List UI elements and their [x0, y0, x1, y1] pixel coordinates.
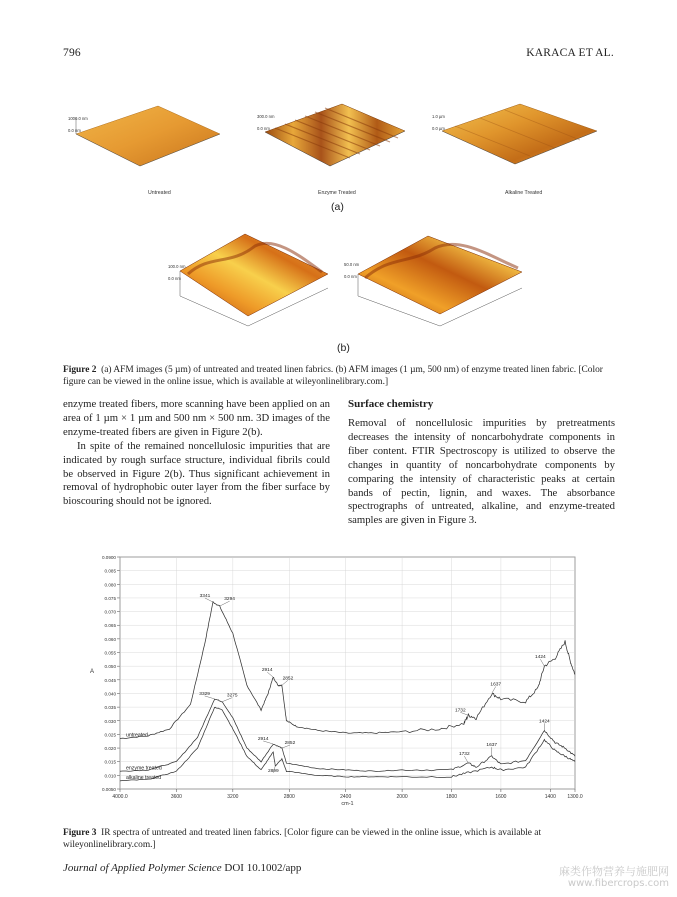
y-tick-label: 0.040	[104, 691, 116, 697]
figure-2-caption-text: (a) AFM images (5 µm) of untreated and treated linen fabrics. (b) AFM images (1 µm, 500 nm) of enzyme treated linen fabric. [Color figure can be viewed in the online issue, which is available at wileyonlinelibrary.com.]	[63, 365, 603, 388]
z-label-top: 100.0 nm	[168, 264, 186, 269]
peak-annotation: 1732	[454, 708, 466, 714]
figure-3-caption	[63, 827, 615, 851]
x-tick-label: 3200	[227, 794, 239, 800]
z-label-mid: 0.0 µm	[432, 126, 445, 131]
afm-images	[60, 96, 616, 364]
y-axis-label: A	[89, 669, 95, 675]
peak-annotation: 1424	[535, 655, 546, 661]
peak-annotation: 3275	[226, 693, 238, 699]
y-tick-label: 0.080	[104, 582, 116, 588]
figure-3-chart	[80, 553, 583, 818]
y-tick-label: 0.050	[104, 664, 116, 670]
watermark-line-1: 麻类作物营养与施肥网	[559, 865, 669, 878]
x-tick-label: 2800	[283, 794, 295, 800]
x-tick-label: 2400	[340, 794, 352, 800]
peak-annotation: 1732	[458, 752, 470, 758]
y-tick-label: 0.055	[104, 650, 116, 656]
x-axis-label: cm-1	[341, 801, 354, 807]
y-tick-label: 0.0050	[101, 787, 116, 792]
x-tick-label: 1300.0	[567, 794, 583, 800]
afm-alkaline-treated	[432, 104, 597, 196]
plot-frame	[120, 557, 575, 789]
peak-annotation: 1637	[490, 682, 502, 688]
figure-3-label: Figure 3	[63, 828, 97, 838]
figure-2	[60, 96, 616, 364]
y-tick-label: 0.030	[104, 718, 116, 724]
peak-annotation: 3294	[224, 597, 235, 603]
x-tick-label: 3600	[170, 794, 182, 800]
left-column	[63, 398, 330, 509]
running-title: KARACA ET AL.	[526, 47, 614, 59]
ir-spectrum-chart	[80, 553, 583, 818]
peak-annotation: 1637	[486, 743, 498, 749]
paragraph: In spite of the remained noncellulosic impurities that are indicated by rough surface structure, individual fibrils could be observed in Figure 2(b). Thus significant achievement in removal of hydrophobic outer layer from the fiber surface by bioscouring should not be ignored.	[63, 439, 330, 508]
peak-annotation: 2899	[267, 768, 279, 774]
peak-annotation: 2914	[257, 736, 269, 742]
figure-2-caption	[63, 364, 615, 388]
afm-caption: Enzyme Treated	[318, 190, 356, 196]
section-title: Surface chemistry	[348, 398, 434, 410]
z-label-mid: 0.0 nm	[257, 126, 270, 131]
series-line-untreated	[120, 602, 575, 739]
journal-name: Journal of Applied Polymer Science	[63, 862, 222, 874]
z-label-mid: 0.0 nm	[68, 128, 81, 133]
series-label: enzyme treated	[126, 765, 162, 772]
z-label-top: 1000.0 nm	[68, 116, 88, 121]
panel-a-label: (a)	[331, 201, 344, 213]
footer	[63, 862, 301, 874]
y-tick-label: 0.085	[104, 568, 116, 574]
peak-annotation: 1424	[539, 719, 550, 725]
afm-enzyme-1um	[168, 234, 328, 326]
figure-2-label: Figure 2	[63, 365, 97, 375]
afm-caption: Untreated	[148, 190, 171, 196]
z-label-mid: 0.0 nm	[344, 274, 357, 279]
page-number: 796	[63, 47, 81, 59]
peak-annotation: 2914	[261, 668, 273, 674]
watermark	[559, 866, 669, 890]
afm-untreated	[68, 106, 220, 196]
series-label: alkaline treated	[126, 774, 162, 781]
x-tick-label: 1800	[445, 794, 458, 800]
afm-caption: Alkaline Treated	[505, 190, 543, 196]
watermark-line-2: www.fibercrops.com	[567, 878, 669, 889]
annotation-leader	[464, 756, 468, 763]
paragraph: enzyme treated fibers, more scanning have been applied on an area of 1 µm × 1 µm and 500 nm × 500 nm. 3D images of the enzyme-treated fibers are given in Figure 2(b).	[63, 398, 330, 438]
doi: DOI 10.1002/app	[224, 862, 302, 874]
y-tick-label: 0.0900	[101, 555, 116, 560]
y-tick-label: 0.020	[104, 746, 116, 752]
y-tick-label: 0.010	[104, 773, 116, 779]
x-tick-label: 1400	[544, 794, 556, 800]
z-label-top: 1.0 µm	[432, 114, 445, 119]
annotation-leader	[540, 659, 544, 666]
paragraph: Removal of noncellulosic impurities by pretreatments decreases the intensity of noncarbohydrate components in fiber content. FTIR Spectroscopy is utilized to observe the changes in quantity of noncarbohydrate components by comparing the intensity of characteristic peaks at certain bands of pectin, lignin, and waxes. The absorbance spectrographs of untreated, alkaline, and enzyme-treated samples are given in Figure 3.	[348, 417, 615, 527]
series-line-enzyme-treated	[120, 699, 575, 771]
y-tick-label: 0.035	[104, 705, 116, 711]
peak-annotation: 2852	[284, 741, 296, 747]
z-label-mid: 0.0 nm	[168, 276, 181, 281]
y-tick-label: 0.015	[104, 759, 116, 765]
x-tick-label: 1600	[495, 794, 507, 800]
afm-enzyme-500nm	[344, 236, 522, 326]
y-tick-label: 0.045	[104, 677, 116, 683]
afm-enzyme-treated	[257, 104, 405, 196]
x-tick-label: 4000.0	[112, 794, 128, 800]
peak-annotation: 3329	[199, 691, 210, 697]
figure-3-caption-text: IR spectra of untreated and treated linen fabrics. [Color figure can be viewed in the online issue, which is available at wileyonlinelibrary.com.]	[63, 828, 542, 851]
y-tick-label: 0.070	[104, 609, 116, 615]
peak-annotation: 2852	[282, 676, 294, 682]
annotation-leader	[492, 686, 496, 693]
y-tick-label: 0.060	[104, 636, 116, 642]
z-label-top: 300.0 nm	[257, 114, 275, 119]
y-tick-label: 0.075	[104, 595, 116, 601]
peak-annotation: 3341	[199, 594, 211, 600]
series-label: untreated	[126, 732, 148, 739]
right-column	[348, 398, 615, 528]
panel-b-label: (b)	[337, 342, 350, 354]
y-tick-label: 0.025	[104, 732, 116, 738]
z-label-top: 50.0 nm	[344, 262, 360, 267]
x-tick-label: 2000	[396, 794, 408, 800]
y-tick-label: 0.065	[104, 623, 116, 629]
